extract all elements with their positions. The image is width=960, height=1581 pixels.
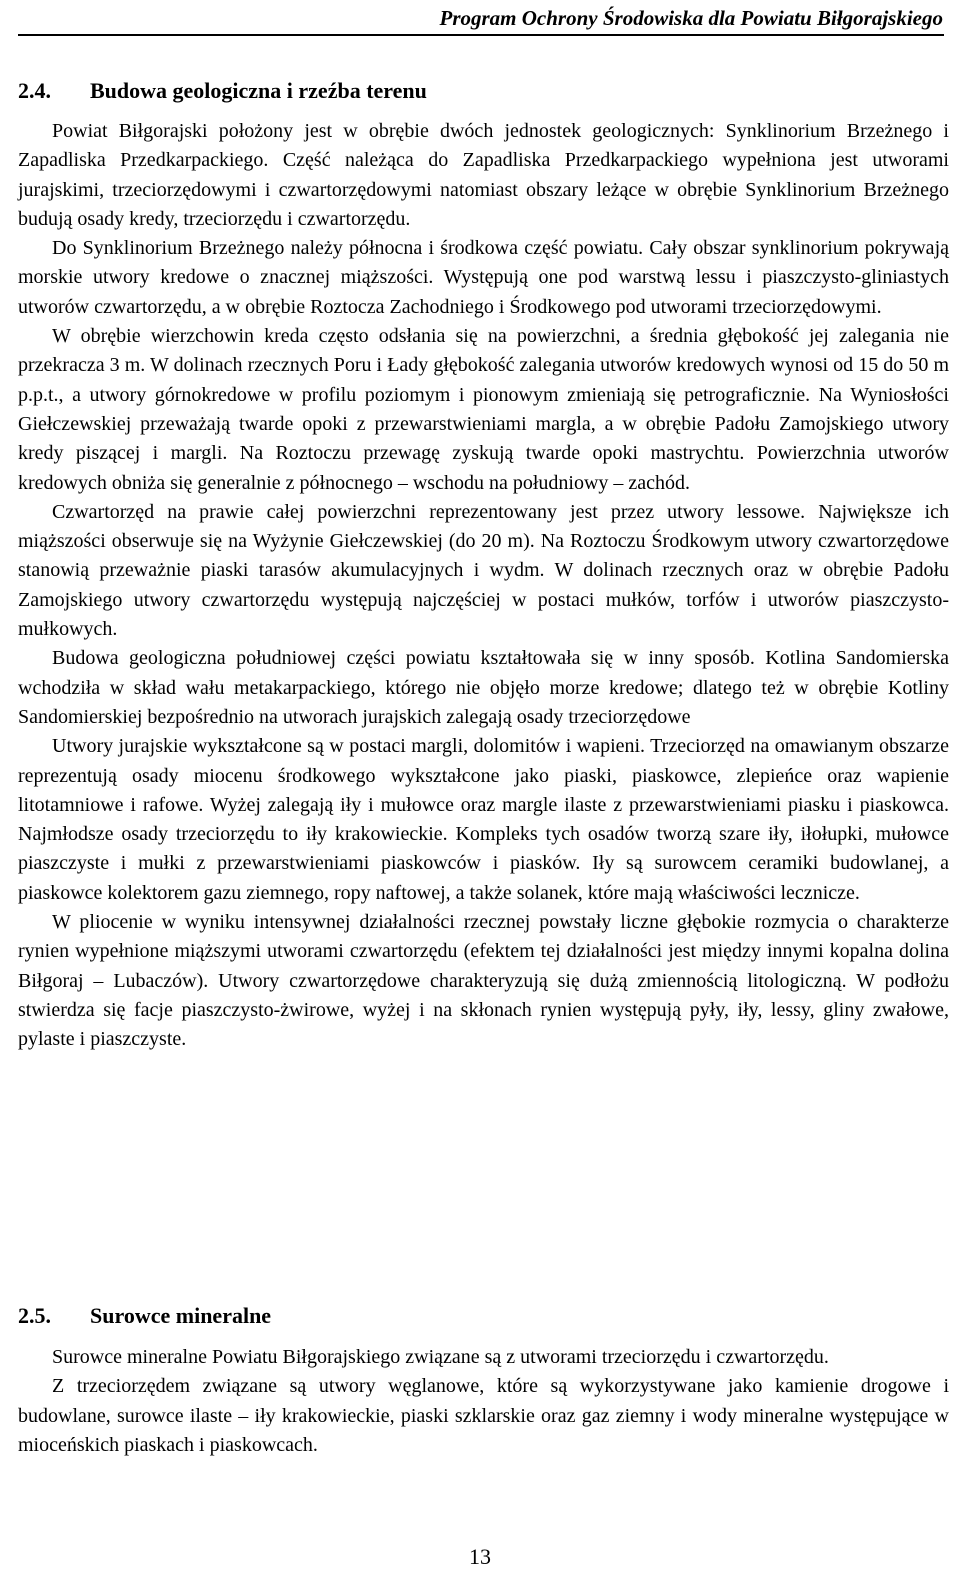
section-heading-2-4 <box>18 79 427 103</box>
section-number: 2.4. <box>18 78 51 103</box>
page-header: Program Ochrony Środowiska dla Powiatu Biłgorajskiego <box>439 6 943 30</box>
section-title: Surowce mineralne <box>90 1303 272 1328</box>
paragraph: Surowce mineralne Powiatu Biłgorajskiego związane są z utworami trzeciorzędu i czwartorzędu. <box>52 1346 829 1368</box>
paragraph: Budowa geologiczna południowej części powiatu kształtowała się w inny sposób. Kotlina Sandomierska wchodziła w skład wału metakarpackiego, którego nie objęło morze kredowe; dlatego też w obrębie Kotliny Sandomierskiej bezpośrednio na utworach jurajskich zalegają osady trzeciorzędowe <box>18 647 949 728</box>
paragraph: Do Synklinorium Brzeżnego należy północna i środkowa część powiatu. Cały obszar synklinorium pokrywają morskie utwory kredowe o znacznej miąższości. Występują one pod warstwą lessu i piaszczysto-gliniastych utworów czwartorzędu, a w obrębie Roztocza Zachodniego i Środkowego pod utworami trzeciorzędowymi. <box>18 237 949 318</box>
section-heading-2-5 <box>18 1304 271 1328</box>
paragraph: Z trzeciorzędem związane są utwory węglanowe, które są wykorzystywane jako kamienie drogowe i budowlane, surowce ilaste – iły krakowieckie, piaski szklarskie oraz gaz ziemny i wody mineralne występujące w mioceńskich piaskach i piaskowcach. <box>18 1375 949 1456</box>
paragraph: Utwory jurajskie wykształcone są w postaci margli, dolomitów i wapieni. Trzeciorzęd na omawianym obszarze reprezentują osady miocenu środkowego wykształcone jako piaski, piaskowce, zlepieńce oraz wapienie litotamniowe i rafowe. Wyżej zalegają iły i mułowce oraz margle ilaste z przewarstwieniami piasku i piaskowca. Najmłodsze osady trzeciorzędu to iły krakowieckie. Kompleks tych osadów tworzą szare iły, iłołupki, mułowce piaszczyste i mułki z przewarstwieniami piaskowców i piasków. Iły są surowcem ceramiki budowlanej, a piaskowce kolektorem gazu ziemnego, ropy naftowej, a także solanek, które mają właściwości lecznicze. <box>18 735 949 904</box>
paragraph: W obrębie wierzchowin kreda często odsłania się na powierzchni, a średnia głębokość jej zalegania nie przekracza 3 m. W dolinach rzecznych Poru i Łady głębokość zalegania utworów kredowych wynosi od 15 do 50 m p.p.t., a utwory górnokredowe w profilu poziomym i pionowym zmieniają się petrograficznie. Na Wyniosłości Giełczewskiej przeważają twarde opoki z przewarstwieniami margla, a w obrębie Padołu Zamojskiego utwory kredy piszącej i margli. Na Roztoczu przewagę zyskują twarde opoki mastrychtu. Powierzchnia utworów kredowych obniża się generalnie z północnego – wschodu na południowy – zachód. <box>18 325 949 494</box>
section-2-5-body <box>18 1343 949 1460</box>
paragraph: Powiat Biłgorajski położony jest w obrębie dwóch jednostek geologicznych: Synklinorium Brzeżnego i Zapadliska Przedkarpackiego. Część należąca do Zapadliska Przedkarpackiego wypełniona jest utworami jurajskimi, trzeciorzędowymi i czwartorzędowymi natomiast obszary leżące w obrębie Synklinorium Brzeżnego budują osady kredy, trzeciorzędu i czwartorzędu. <box>18 120 949 230</box>
paragraph: Czwartorzęd na prawie całej powierzchni reprezentowany jest przez utwory lessowe. Największe ich miąższości obserwuje się na Wyżynie Giełczewskiej (do 20 m). Na Roztoczu Środkowym utwory czwartorzędowe stanowią przeważnie piaski tarasów akumulacyjnych i wydm. W dolinach rzecznych oraz w obrębie Padołu Zamojskiego utwory czwartorzędu występują najczęściej w postaci mułków, torfów i utworów piaszczysto-mułkowych. <box>18 500 949 641</box>
section-2-4-body <box>18 117 949 1055</box>
section-title: Budowa geologiczna i rzeźba terenu <box>90 78 427 103</box>
header-rule <box>18 34 944 36</box>
paragraph: W pliocenie w wyniku intensywnej działalności rzecznej powstały liczne głębokie rozmycia o charakterze rynien wypełnione miąższymi utworami czwartorzędu (efektem tej działalności jest między innymi kopalna dolina Biłgoraj – Lubaczów). Utwory czwartorzędowe charakteryzują się dużą zmiennością litologiczną. W podłożu stwierdza się facje piaszczysto-żwirowe, wyżej i na skłonach rynien występują pyły, iły, lessy, gliny zwałowe, pylaste i piaszczyste. <box>18 911 949 1051</box>
section-number: 2.5. <box>18 1303 51 1328</box>
page-number: 13 <box>469 1544 491 1569</box>
